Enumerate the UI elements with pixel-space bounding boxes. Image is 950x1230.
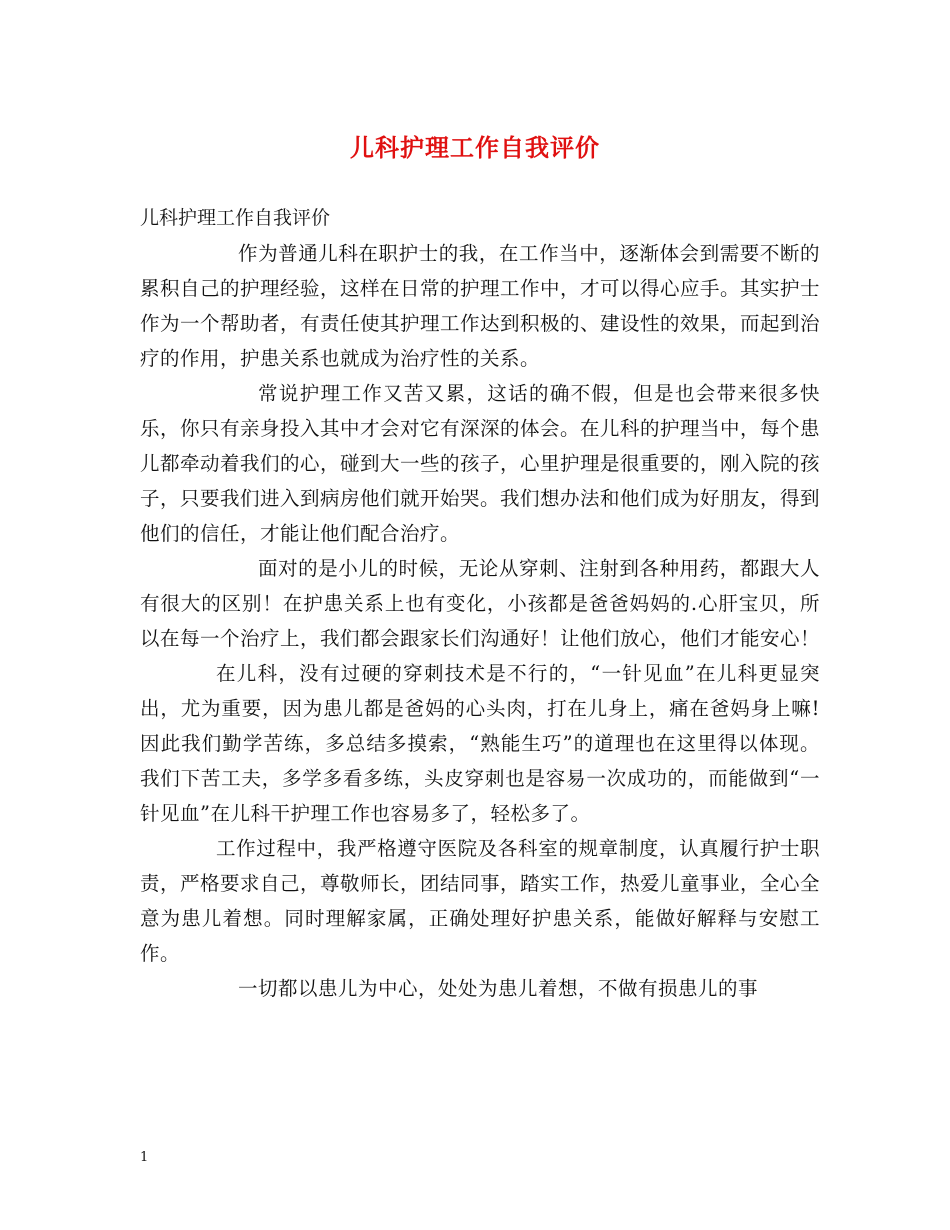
paragraph-4: 在儿科，没有过硬的穿刺技术是不行的，“一针见血”在儿科更显突出，尤为重要，因为患儿都是爸妈的心头肉，打在儿身上，痛在爸妈身上嘛!因此我们勤学苦练，多总结多摸索，“熟能生巧”的道理也在这里得以体现。我们下苦工夫，多学多看多练，头皮穿刺也是容易一次成功的，而能做到“一针见血”在儿科干护理工作也容易多了，轻松多了。 bbox=[140, 662, 820, 825]
paragraph-5: 工作过程中，我严格遵守医院及各科室的规章制度，认真履行护士职责，严格要求自己，尊敬师长，团结同事，踏实工作，热爱儿童事业，全心全意为患儿着想。同时理解家属，正确处理好护患关系，能做好解释与安慰工作。 bbox=[140, 837, 821, 965]
document-body bbox=[140, 236, 820, 1006]
paragraph-3: 面对的是小儿的时候，无论从穿刺、注射到各种用药，都跟大人有很大的区别！在护患关系上也有变化，小孩都是爸爸妈妈的.心肝宝贝，所以在每一个治疗上，我们都会跟家长们沟通好！让他们放心，他们才能安心！ bbox=[140, 557, 821, 650]
document-title: 儿科护理工作自我评价 bbox=[350, 133, 600, 162]
paragraph-1: 作为普通儿科在职护士的我，在工作当中，逐渐体会到需要不断的累积自己的护理经验，这样在日常的护理工作中，才可以得心应手。其实护士作为一个帮助者，有责任使其护理工作达到积极的、建设性的效果，而起到治疗的作用，护患关系也就成为治疗性的关系。 bbox=[140, 242, 821, 370]
paragraph-2: 常说护理工作又苦又累，这话的确不假，但是也会带来很多快乐，你只有亲身投入其中才会对它有深深的体会。在儿科的护理当中，每个患儿都牵动着我们的心，碰到大一些的孩子，心里护理是很重要的，刚入院的孩子，只要我们进入到病房他们就开始哭。我们想办法和他们成为好朋友，得到他们的信任，才能让他们配合治疗。 bbox=[140, 382, 821, 545]
document-subtitle: 儿科护理工作自我评价 bbox=[140, 207, 331, 229]
paragraph-6: 一切都以患儿为中心，处处为患儿着想，不做有损患儿的事 bbox=[238, 977, 759, 1000]
page-number: 1 bbox=[140, 1150, 149, 1165]
